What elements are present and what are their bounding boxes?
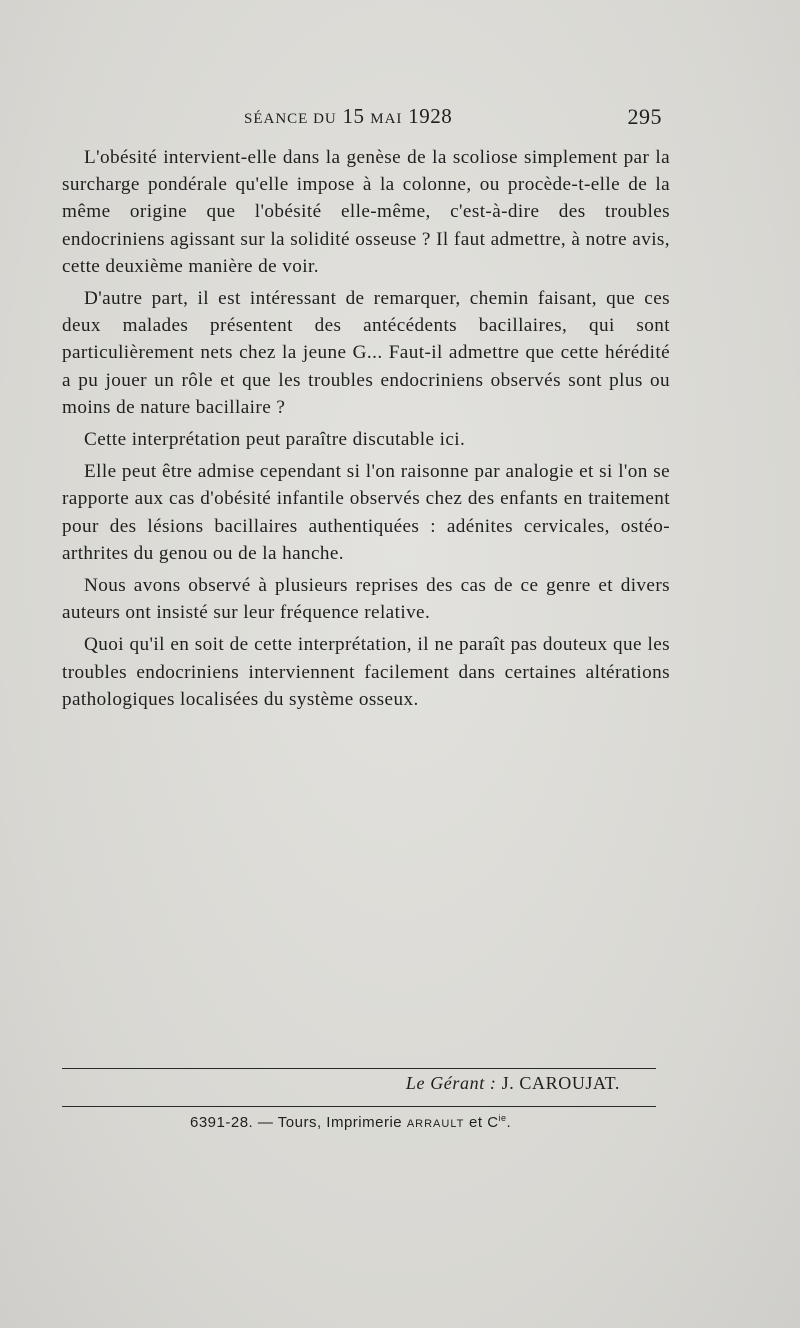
imprint-line [190, 1113, 511, 1131]
imprint-suffix: et C [469, 1114, 499, 1131]
paragraph: Elle peut être admise cependant si l'on raisonne par analogie et si l'on se rapporte aux cas d'obésité infantile observés chez des enfants en traitement pour des lésions bacillaires authentiquées : adénites cervicales, ostéo-arthrites du genou ou de la hanche. [62, 461, 670, 564]
footer-rule-top [62, 1068, 656, 1069]
paragraph: L'obésité intervient-elle dans la genèse de la scoliose simplement par la surcharge pondérale qu'elle impose à la colonne, ou procède-t-elle de la même origine que l'obésité elle-même, c'est-à-dire des troubles endocriniens agissant sur la solidité osseuse ? Il faut admettre, à notre avis, cette deuxième manière de voir. [62, 147, 670, 277]
running-head [62, 104, 662, 138]
gerant-label: Le Gérant : [405, 1073, 497, 1093]
paragraph: Nous avons observé à plusieurs reprises des cas de ce genre et divers auteurs ont insisté sur leur fréquence relative. [62, 575, 670, 624]
page-number: 295 [627, 104, 662, 129]
session-label: SÉANCE DU [244, 111, 337, 127]
footer-rule-bottom [62, 1106, 656, 1107]
session-day: 15 [342, 104, 365, 128]
imprint-superscript: ie [498, 1113, 507, 1123]
paragraph: Cette interprétation peut paraître discutable ici. [84, 429, 466, 451]
body-text [62, 144, 670, 713]
printer-name: ARRAULT [406, 1118, 465, 1130]
session-year: 1928 [408, 104, 453, 128]
gerant-name: J. CAROUJAT. [501, 1073, 620, 1093]
session-month: MAI [370, 111, 403, 127]
running-head-title [244, 104, 452, 129]
gerant-line [406, 1073, 620, 1094]
paragraph: D'autre part, il est intéressant de remarquer, chemin faisant, que ces deux malades présentent des antécédents bacillaires, qui sont particulièrement nets chez la jeune G... Faut-il admettre que cette hérédité a pu jouer un rôle et que les troubles endocriniens observés sont plus ou moins de nature bacillaire ? [62, 288, 670, 418]
imprint-end: . [506, 1114, 512, 1131]
paragraph: Quoi qu'il en soit de cette interprétation, il ne paraît pas douteux que les troubles endocriniens interviennent facilement dans certaines altérations pathologiques localisées du système osseux. [62, 634, 670, 710]
imprint-prefix: 6391-28. — Tours, Imprimerie [190, 1114, 403, 1131]
